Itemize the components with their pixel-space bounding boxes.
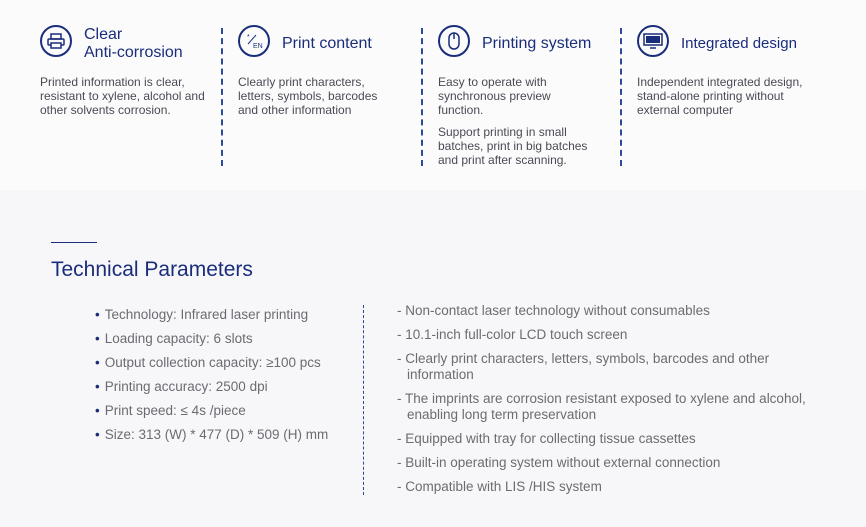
list-item: - Built-in operating system without external connection [397, 455, 721, 470]
bullet-icon: • [95, 355, 100, 370]
mouse-icon [438, 25, 470, 57]
feature-title: Integrated design [681, 35, 797, 52]
list-item: - Equipped with tray for collecting tissue cassettes [397, 431, 696, 446]
list-item: • Printing accuracy: 2500 dpi [95, 379, 268, 394]
bullet-icon: • [95, 427, 100, 442]
bullet-icon: • [95, 307, 100, 322]
list-item: • Size: 313 (W) * 477 (D) * 509 (H) mm [95, 427, 329, 442]
feature-desc: Easy to operate with synchronous preview function. Support printing in small batches, print in big batches and print after scanning. [438, 75, 588, 167]
list-item: - Non-contact laser technology without consumables [397, 303, 710, 318]
feature-desc: Printed information is clear, resistant to xylene, alcohol and other solvents corrosion. [40, 75, 205, 117]
features-panel [0, 0, 866, 190]
list-item: - Compatible with LIS /HIS system [397, 479, 602, 494]
highlights-list [397, 303, 817, 503]
list-item: • Print speed: ≤ 4s /piece [95, 403, 246, 418]
parameters-list [95, 303, 328, 447]
list-item: • Output collection capacity: ≥100 pcs [95, 355, 321, 370]
feature-title: Print content [282, 35, 372, 52]
svg-text:*: * [247, 34, 250, 41]
section-title: Technical Parameters [51, 258, 253, 281]
text-en-icon [238, 25, 270, 57]
list-item: - Clearly print characters, letters, symbols, barcodes and other information [397, 351, 770, 382]
monitor-icon [637, 25, 669, 57]
bullet-icon: • [95, 379, 100, 394]
feature-title: Printing system [482, 35, 592, 52]
divider [421, 28, 423, 166]
divider [221, 28, 223, 166]
feature-desc: Clearly print characters, letters, symbols, barcodes and other information [238, 75, 378, 117]
divider [363, 305, 364, 495]
title-rule [51, 242, 97, 243]
list-item: - The imprints are corrosion resistant exposed to xylene and alcohol, enabling long term preservation [397, 391, 806, 422]
bullet-icon: • [95, 403, 100, 418]
feature-desc: Independent integrated design, stand-alone printing without external computer [637, 75, 803, 117]
feature-title: Clear Anti-corrosion [84, 26, 183, 61]
list-item: • Loading capacity: 6 slots [95, 331, 253, 346]
list-item: • Technology: Infrared laser printing [95, 307, 309, 322]
svg-text:EN: EN [253, 43, 263, 50]
bullet-icon: • [95, 331, 100, 346]
list-item: - 10.1-inch full-color LCD touch screen [397, 327, 628, 342]
printer-icon [40, 25, 72, 57]
divider [620, 28, 622, 166]
